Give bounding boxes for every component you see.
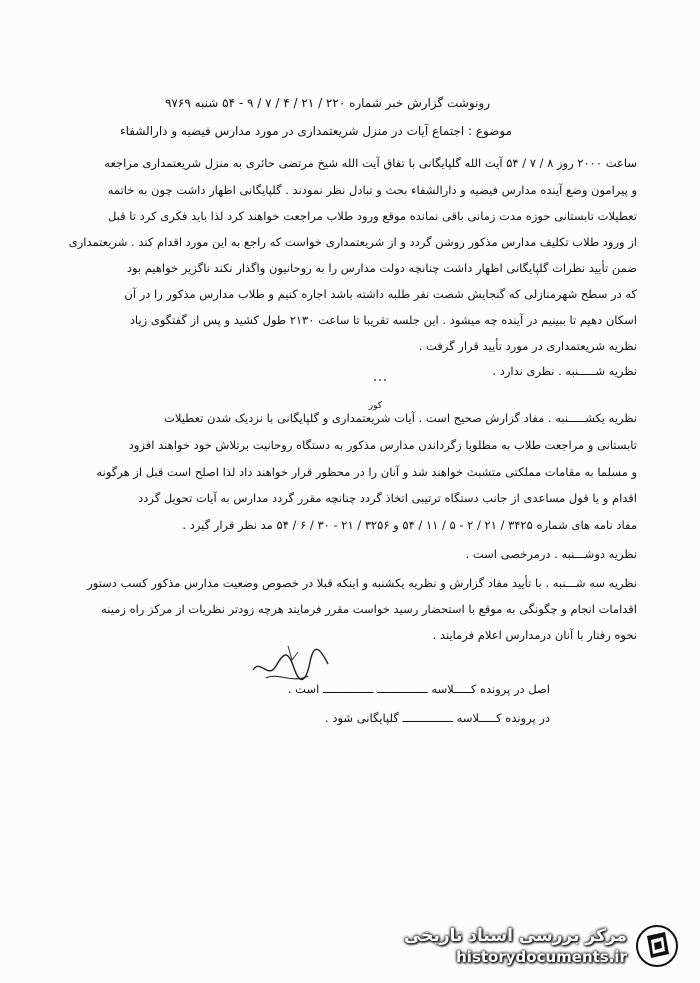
scan-speck [373,378,387,382]
opinion-tuesday-line: اقدامات انجام و چگونگی به موقع با استحضار رسید خواست مقرر فرمایند هرچه زودتر نظریات از مرکز راه زمینه [101,602,637,616]
body-line: ساعت ۲۰۰۰ روز ۸ / ۷ / ۵۴ آیت الله گلپایگانی با تفاق آیت الله شیخ مرتضی حائری به منزل شریعتمداری مراجعه [104,156,637,170]
archive-watermark [404,917,686,975]
opinion-saturday: نظریه شـــــنبه . نظری ندارد . [492,364,637,378]
body-line: از ورود طلاب تکلیف مدارس مذکور روشن گردد و از شریعتمداری خواست که راجع به این مورد اقدام کند . شریعتمداری [68,235,637,249]
opinion-sunday-line: نظریه یکشـــــنبه . مفاد گزارش صحیح است . آیات شریعتمداری و گلپایگانی با نزدیک شدن تعطیلات [164,411,637,425]
opinion-tuesday-line: نحوه رفتار با آنان درمدارس اعلام فرمایند . [432,628,637,642]
archive-name: مرکز بررسی اسناد تاریخی [404,926,627,946]
body-line: که در سطح شهرمنازلی که گنجایش شصت نفر طلبه داشته باشد اجاره کنیم و طلاب مدارس مذکور را در آن [124,287,637,301]
opinion-sunday-line: تابستانی و مراجعت طلاب به مطلوبا زگرداندن مدارس مذکور به دستگاه روحانیت برتلاش خود خواهند افزود [128,438,637,452]
distribution-copy: در پرونده کـــــلاسه ـــــــــــــــ گلپایگانی شود . [325,711,550,725]
interlinear-annotation: کور [368,401,382,411]
subject-line: موضوع : اجتماع آیات در منزل شریعتمداری در مورد مدارس فیضیه و دارالشفاء [119,124,512,138]
opinion-sunday-line: و مسلما به مقامات مملکتی متشبث خواهند شد و آنان را در محظور قرار خواهند داد لذا اصلح است قبل از هرگونه [96,465,637,479]
body-line: تعطیلات تابستانی حوزه مدت زمانی باقی نمانده موقع ورود طلاب مراجعت خواهند کرد لذا باید فکری کرد تا قبل [107,209,637,223]
opinion-sunday-line: اقدام و یا قول مساعدی از جانب دستگاه ترتیبی اتخاذ گردد چنانچه مقرر گردد مدارس به آیات تحویل گردد [138,491,637,505]
archive-url: historydocuments.ir [456,948,627,966]
opinion-monday: نظریه دوشـــنبه . درمرخصی است . [465,547,637,561]
opinion-tuesday-line: نظریه سه شـــنبه . با تأیید مفاد گزارش و نظریه یکشنبه و اینکه قبلا در خصوص وضعیت مدارس مذکور کسب دستور [87,576,637,590]
body-line: اسکان دهیم تا ببینیم در آینده چه میشود . این جلسه تقریبا تا ساعت ۲۱۳۰ طول کشید و پس از گفتگوی زیاد [129,313,637,327]
body-line: ضمن تأیید نظرات گلپایگانی اظهار داشت چنانچه دولت مدارس را به روحانیون واگذار نکند ناگزیر خواهیم بود [126,261,637,275]
copy-number-line: رونوشت گزارش خبر شماره ۲۲۰ / ۲۱ / ۴ / ۷ / ۹ - ۵۴ شنبه ۹۷۶۹ [164,96,490,110]
distribution-original: اصل در پرونده کـــــلاسه ـــــــــــــــ ـــــــــــــــ است . [287,682,550,696]
body-line: نظریه شریعتمداری در مورد تأیید قرار گرفت . [418,339,637,353]
archive-logo-icon [635,924,679,968]
body-line: و پیرامون وضع آینده مدارس فیضیه و دارالشفاء بحث و تبادل نظر نمودند . گلپایگانی اظهار داشت چون به خاتمه [107,183,637,197]
opinion-sunday-line: مفاد نامه های شماره ۳۴۲۵ / ۲۱ / ۲ - ۵ / ۱۱ / ۵۴ و ۳۲۵۶ / ۲۱ - ۳۰ / ۶ / ۵۴ مد نظر قرار گیرد . [182,518,637,532]
